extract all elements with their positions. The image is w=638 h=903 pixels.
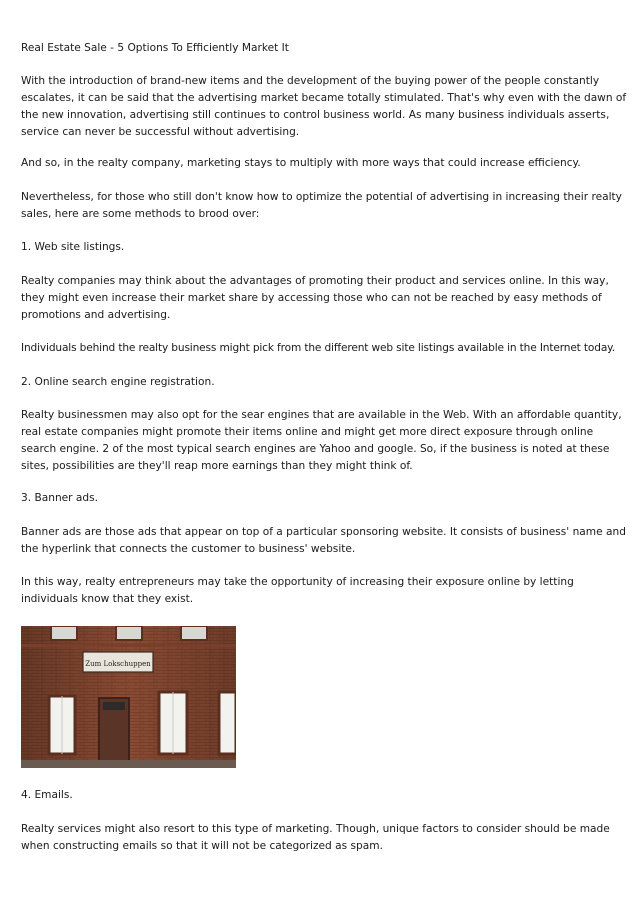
text-line: they might even increase their market share by accessing those who can not be reached by easy methods of: [21, 292, 602, 304]
text-line: sites, possibilities are they'll reap more earnings than they might think of.: [21, 460, 413, 472]
paragraph-search-engines: [21, 407, 621, 475]
text-line: when constructing emails so that it will not be categorized as spam.: [21, 840, 383, 852]
document-title: Real Estate Sale - 5 Options To Efficiently Market It: [21, 42, 289, 54]
text-line: Realty companies may think about the advantages of promoting their product and services online. In this way,: [21, 275, 609, 287]
paragraph-online-promotion: [21, 273, 621, 324]
text-line: Banner ads are those ads that appear on top of a particular sponsoring website. It consists of business' name and: [21, 526, 626, 538]
text-line: individuals know that they exist.: [21, 593, 194, 605]
text-line: promotions and advertising.: [21, 309, 171, 321]
sign-text: Zum Lokschuppen: [85, 660, 151, 668]
text-line: the hyperlink that connects the customer to business' website.: [21, 543, 356, 555]
text-line: In this way, realty entrepreneurs may take the opportunity of increasing their exposure online by letting: [21, 576, 574, 588]
text-line: search engine. 2 of the most typical search engines are Yahoo and google. So, if the business is noted at these: [21, 443, 610, 455]
text-line: service can never be successful without advertising.: [21, 126, 300, 138]
text-line: Individuals behind the realty business might pick from the different web site listings available in the Internet today.: [21, 342, 615, 354]
paragraph-emails: [21, 821, 621, 855]
text-line: Realty services might also resort to this type of marketing. Though, unique factors to consider should be made: [21, 823, 610, 835]
paragraph-intro: [21, 73, 627, 141]
building-photo: [21, 626, 236, 768]
paragraph-exposure: [21, 574, 621, 608]
text-line: And so, in the realty company, marketing stays to multiply with more ways that could increase efficiency.: [21, 157, 581, 169]
text-line: Realty businessmen may also opt for the sear engines that are available in the Web. With an affordable quantity,: [21, 409, 622, 421]
text-line: real estate companies might promote their items online and might get more direct exposure through online: [21, 426, 594, 438]
paragraph-banner-ads: [21, 524, 626, 558]
brick-building-illustration: [21, 626, 236, 768]
text-line: escalates, it can be said that the advertising market became totally stimulated. That's why even with the dawn of: [21, 92, 627, 104]
text-line: sales, here are some methods to brood over:: [21, 208, 260, 220]
text-line: Nevertheless, for those who still don't know how to optimize the potential of advertising in increasing their realty: [21, 191, 622, 203]
section-heading-emails: 4. Emails.: [21, 789, 73, 801]
paragraph-listings-choice: [21, 340, 621, 357]
section-heading-website-listings: 1. Web site listings.: [21, 241, 125, 253]
section-heading-banner-ads: 3. Banner ads.: [21, 492, 99, 504]
text-line: With the introduction of brand-new items and the development of the buying power of the people constantly: [21, 75, 600, 87]
paragraph-methods-intro: [21, 189, 621, 223]
paragraph-efficiency: [21, 155, 621, 172]
text-line: the new innovation, advertising still continues to control business world. As many business individuals asserts,: [21, 109, 610, 121]
section-heading-search-engine: 2. Online search engine registration.: [21, 376, 215, 388]
